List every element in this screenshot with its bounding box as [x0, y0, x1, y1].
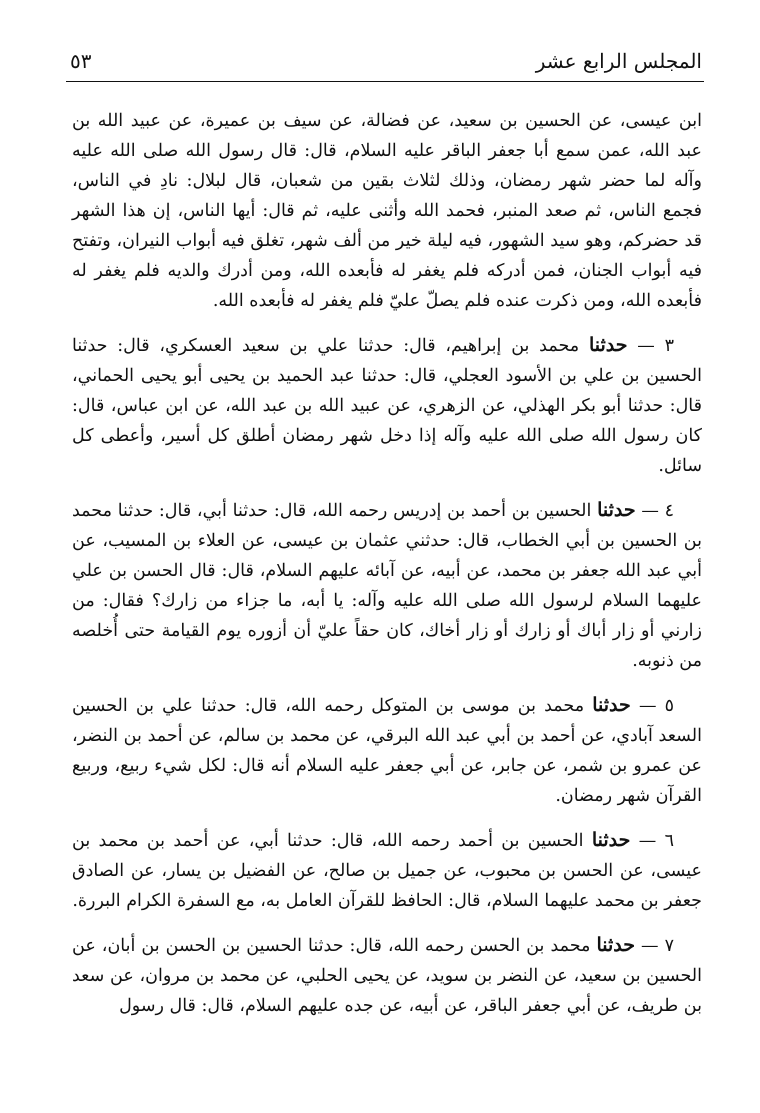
hadith-5	[72, 690, 702, 811]
paragraph-continued	[72, 106, 702, 316]
hadith-text: محمد بن إبراهيم، قال: حدثنا علي بن سعيد العسكري، قال: حدثنا الحسين بن علي بن الأسود العجلي، قال: حدثنا عبد الحميد بن يحيى أبو يحيى الحماني، قال: حدثنا أبو بكر الهذلي، عن الزهري، عن عبيد الله بن عبد الله، عن ابن عباس، قال: كان رسول الله صلى الله عليه وآله إذا دخل شهر رمضان أطلق كل أسير، وأعطى كل سائل.	[72, 336, 702, 476]
hadith-3	[72, 330, 702, 481]
page-body	[72, 106, 702, 1035]
hadith-keyword: حدثنا	[591, 829, 631, 851]
header-divider	[66, 81, 704, 82]
hadith-text: محمد بن موسى بن المتوكل رحمه الله، قال: حدثنا علي بن الحسين السعد آبادي، عن أحمد بن أبي عبد الله البرقي، عن محمد بن سالم، عن أحمد بن النضر، عن عمرو بن شمر، عن جابر، عن أبي جعفر عليه السلام أنه قال: لكل شيء ربيع، وربيع القرآن شهر رمضان.	[72, 696, 702, 806]
hadith-4	[72, 495, 702, 676]
hadith-keyword: حدثنا	[592, 694, 631, 716]
hadith-text: محمد بن الحسن رحمه الله، قال: حدثنا الحسين بن الحسن بن أبان، عن الحسين بن سعيد، عن النضر بن سويد، عن يحيى الحلبي، عن محمد بن مروان، عن سعد بن طريف، عن أبي جعفر الباقر، عن أبيه، عن جده عليهم السلام، قال: قال رسول	[72, 936, 702, 1016]
hadith-number: ٥ —	[638, 696, 674, 716]
hadith-number: ٤ —	[641, 501, 674, 521]
hadith-text: الحسين بن أحمد رحمه الله، قال: حدثنا أبي، عن أحمد بن محمد بن عيسى، عن الحسن بن محبوب، عن جميل بن صالح، عن الفضيل بن يسار، عن الصادق جعفر بن محمد عليهما السلام، قال: الحافظ للقرآن العامل به، مع السفرة الكرام البررة.	[72, 831, 702, 911]
running-title: المجلس الرابع عشر	[535, 49, 702, 73]
hadith-number: ٦ —	[638, 831, 674, 851]
hadith-text: الحسين بن أحمد بن إدريس رحمه الله، قال: حدثنا أبي، قال: حدثنا محمد بن الحسين بن أبي الخطاب، قال: حدثني عثمان بن عيسى، عن العلاء بن المسيب، عن أبي عبد الله جعفر بن محمد، عن أبيه، عن آبائه عليهم السلام، قال: قال الحسن بن علي عليهما السلام لرسول الله صلى الله عليه وآله: يا أبه، ما جزاء من زارك؟ فقال: من زارني أو زار أباك أو زارك أو زار أخاك، كان حقاً عليّ أن أزوره يوم القيامة حتى أُخلصه من ذنوبه.	[72, 501, 702, 671]
hadith-6	[72, 825, 702, 916]
hadith-keyword: حدثنا	[588, 334, 628, 356]
hadith-keyword: حدثنا	[596, 934, 635, 956]
hadith-number: ٧ —	[641, 936, 674, 956]
hadith-7	[72, 930, 702, 1021]
hadith-number: ٣ —	[637, 336, 674, 356]
page-header	[68, 42, 702, 78]
paragraph-text: ابن عيسى، عن الحسين بن سعيد، عن فضالة، عن سيف بن عميرة، عن عبيد الله بن عبد الله، عمن سمع أبا جعفر الباقر عليه السلام، قال: قال رسول الله صلى الله عليه وآله لما حضر شهر رمضان، وذلك لثلاث بقين من شعبان، قال لبلال: نادِ في الناس، فجمع الناس، ثم صعد المنبر، فحمد الله وأثنى عليه، ثم قال: أيها الناس، إن هذا الشهر قد حضركم، وهو سيد الشهور، فيه ليلة خير من ألف شهر، تغلق فيه أبواب النيران، وتفتح فيه أبواب الجنان، فمن أدركه فلم يغفر له فأبعده الله، ومن أدرك والديه فلم يغفر له فأبعده الله، ومن ذكرت عنده فلم يصلّ عليّ فلم يغفر له فأبعده الله.	[72, 111, 702, 311]
hadith-keyword: حدثنا	[597, 499, 636, 521]
page-number: ٥٣	[70, 49, 92, 73]
